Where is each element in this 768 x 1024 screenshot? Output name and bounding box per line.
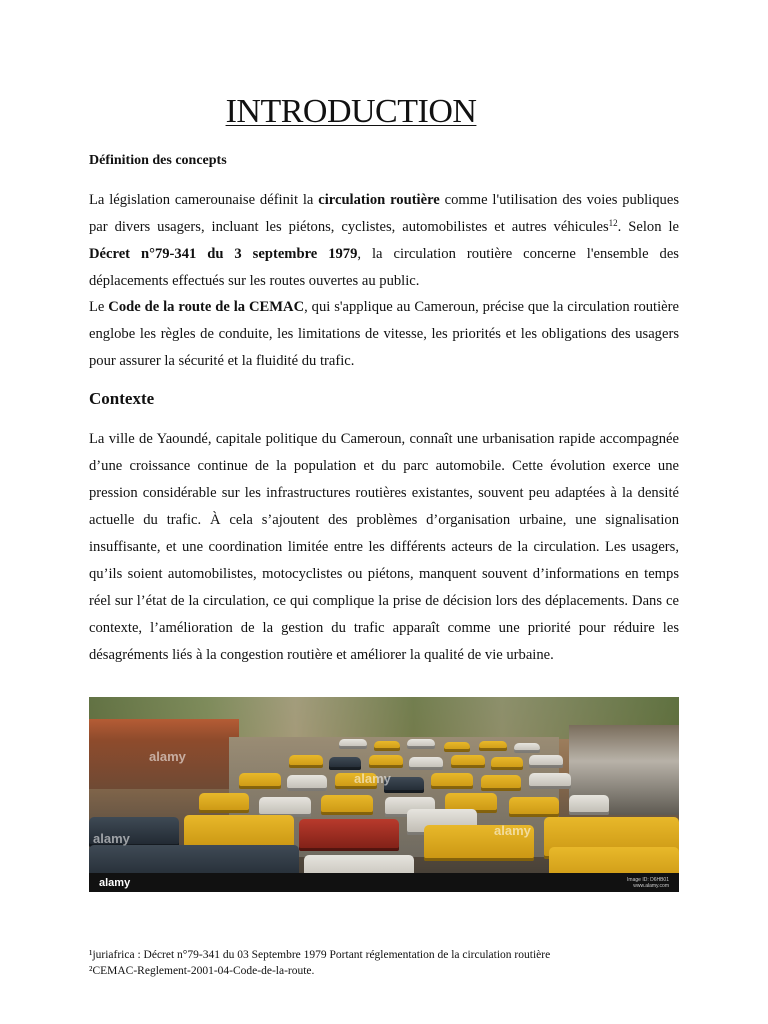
text-span: . Selon le	[617, 219, 679, 235]
car	[509, 797, 559, 817]
photo-caption-bar	[89, 873, 679, 892]
car	[259, 797, 311, 817]
footnotes	[89, 947, 689, 979]
photo-brand-logo: alamy	[99, 877, 131, 889]
car	[289, 755, 323, 768]
car	[529, 773, 571, 789]
car	[409, 757, 443, 770]
footnote-ref: 12	[608, 218, 618, 228]
car	[514, 743, 540, 753]
photo-credit	[627, 877, 669, 889]
bold-term: Code de la route de la CEMAC	[108, 299, 305, 315]
car	[374, 741, 400, 751]
car	[529, 755, 563, 768]
car	[479, 741, 507, 751]
car	[569, 795, 609, 815]
photo-watermark: alamy	[354, 771, 391, 786]
photo-watermark: alamy	[93, 831, 130, 846]
text-span: comme l'utilisation des voies publiques par divers usagers, incluant les piétons, cyclistes, automobilistes et autres véhicules	[89, 192, 679, 235]
car	[321, 795, 373, 815]
car	[369, 755, 403, 768]
photo-watermark: alamy	[494, 823, 531, 838]
car	[339, 739, 367, 749]
photo-credit-id: Image ID: D6HB01	[627, 877, 669, 883]
car	[451, 755, 485, 768]
car	[299, 819, 399, 851]
definition-heading: Définition des concepts	[89, 153, 227, 168]
page-title: INTRODUCTION	[225, 93, 477, 130]
definition-paragraph-2	[89, 294, 679, 375]
photo-credit-url: www.alamy.com	[633, 883, 669, 889]
text-span: Le	[89, 299, 109, 315]
text-span: , qui s'applique au Cameroun, précise que la circulation routière englobe les règles de conduite, les limitations de vitesse, les priorités et les obligations des usagers pour assurer la sécurité et la fluidité du trafic.	[89, 299, 679, 369]
text-span: , la circulation routière concerne l'ensemble des déplacements effectués sur les routes ouvertes au public.	[89, 246, 679, 289]
bold-term: circulation routière	[318, 192, 440, 208]
car	[431, 773, 473, 789]
traffic-photo	[89, 697, 679, 892]
car	[184, 815, 294, 849]
car	[329, 757, 361, 770]
text-span: La législation camerounaise définit la	[89, 192, 319, 208]
car	[199, 793, 249, 813]
footnote-1: ¹juriafrica : Décret n°79-341 du 03 Septembre 1979 Portant réglementation de la circulation routière	[89, 949, 551, 961]
photo-watermark: alamy	[149, 749, 186, 764]
definition-paragraph-1	[89, 187, 679, 295]
car	[444, 742, 470, 752]
footnote-2: ²CEMAC-Reglement-2001-04-Code-de-la-route.	[89, 965, 315, 977]
car	[491, 757, 523, 770]
bold-term: Décret n°79-341 du 3 septembre 1979	[89, 246, 358, 262]
car	[287, 775, 327, 791]
car	[481, 775, 521, 791]
context-paragraph: La ville de Yaoundé, capitale politique du Cameroun, connaît une urbanisation rapide accompagnée d’une croissance continue de la population et du parc automobile. Cette évolution exerce une pression considérable sur les infrastructures routières existantes, souvent peu adaptées à la densité actuelle du trafic. À cela s’ajoutent des problèmes d’organisation urbaine, une signalisation insuffisante, et une coordination limitée entre les différents acteurs de la circulation. Les usagers, qu’ils soient automobilistes, motocyclistes ou piétons, manquent souvent d’informations en temps réel sur l’état de la circulation, ce qui complique la prise de décision lors des déplacements. Dans ce contexte, l’amélioration de la gestion du trafic apparaît comme une priorité pour réduire les désagréments liés à la congestion routière et améliorer la qualité de vie urbaine.	[89, 431, 679, 663]
context-heading: Contexte	[89, 389, 155, 408]
car	[407, 739, 435, 749]
car	[239, 773, 281, 789]
